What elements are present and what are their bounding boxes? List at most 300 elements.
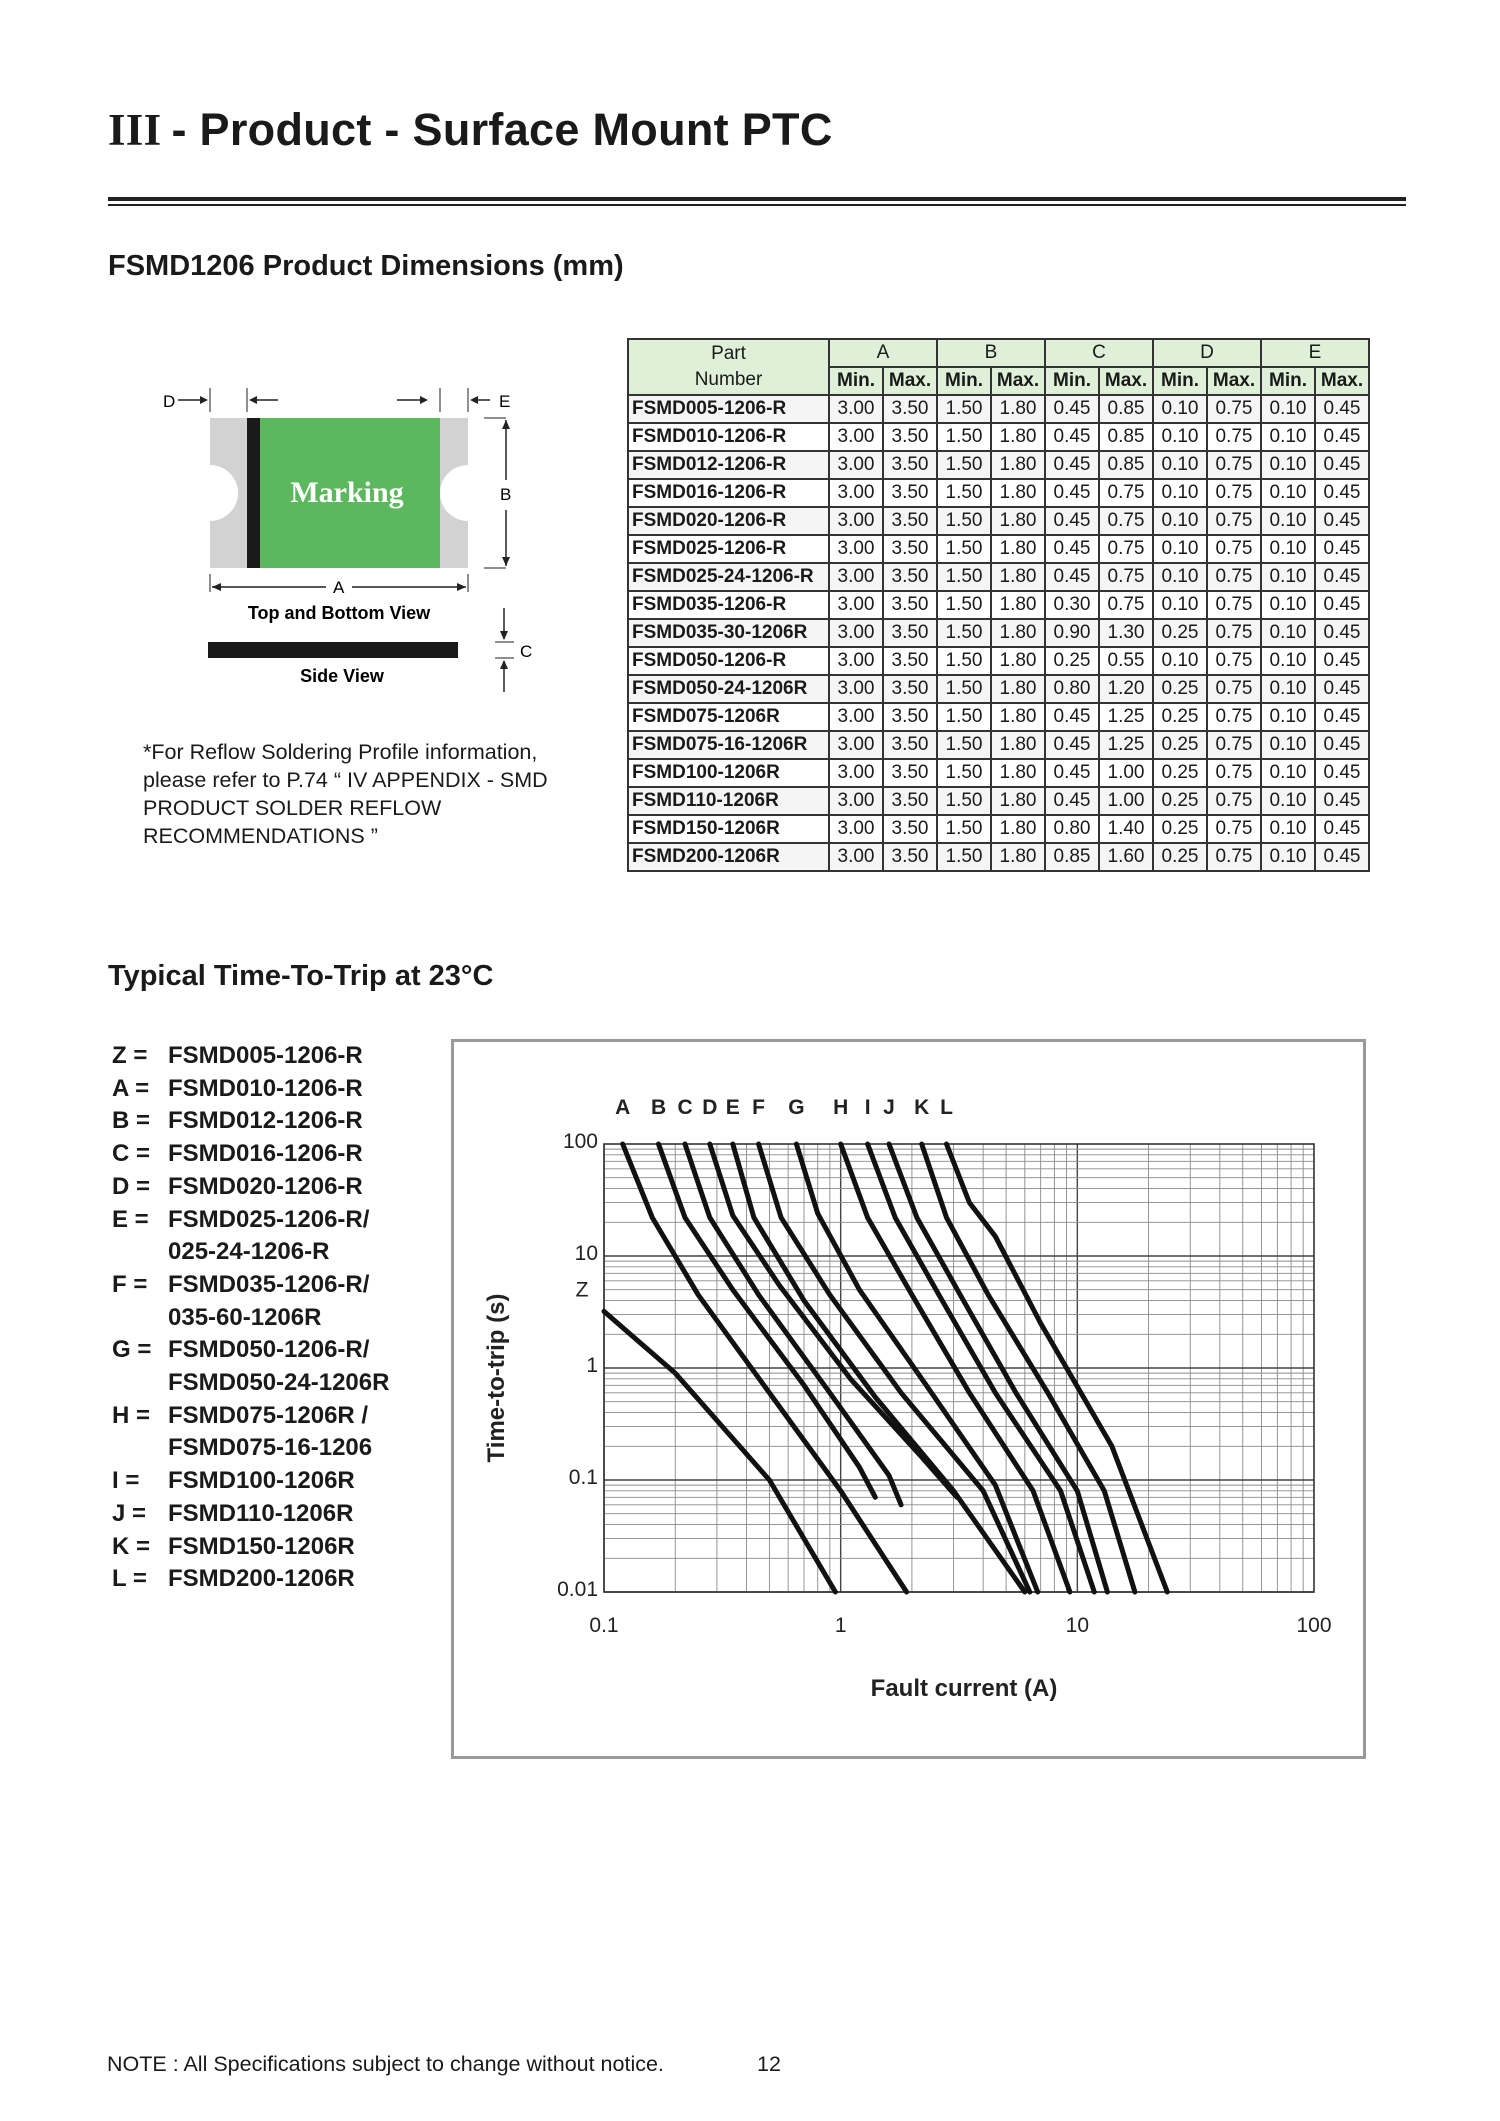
legend-item	[112, 1138, 389, 1171]
y-tick-label: 1	[586, 1354, 598, 1377]
table-row	[628, 647, 1369, 675]
dimension-value-cell: 3.50	[883, 759, 937, 787]
dimension-value-cell: 0.75	[1207, 619, 1261, 647]
side-view-body	[208, 642, 458, 658]
dimension-value-cell: 0.45	[1045, 395, 1099, 423]
dimension-value-cell: 3.00	[829, 507, 883, 535]
part-number-cell: FSMD035-30-1206R	[628, 619, 829, 647]
legend-key: Z =	[112, 1042, 148, 1069]
dimension-value-cell: 0.30	[1045, 591, 1099, 619]
table-row	[628, 731, 1369, 759]
dimension-value-cell: 1.00	[1099, 759, 1153, 787]
dimension-value-cell: 0.90	[1045, 619, 1099, 647]
dimension-value-cell: 0.10	[1261, 451, 1315, 479]
dimension-value-cell: 0.45	[1045, 703, 1099, 731]
curve-label-l: L	[940, 1096, 953, 1119]
curve-label-e: E	[725, 1096, 740, 1119]
dimension-value-cell: 1.50	[937, 423, 991, 451]
dimension-value-cell: 0.75	[1207, 843, 1261, 871]
x-tick-label: 10	[1065, 1614, 1090, 1637]
legend-part-number: FSMD025-1206-R/	[168, 1205, 370, 1233]
dimension-value-cell: 0.75	[1099, 479, 1153, 507]
y-axis-label: Time-to-trip (s)	[483, 1293, 510, 1463]
page-title-text: - Product - Surface Mount PTC	[171, 104, 833, 155]
table-row	[628, 843, 1369, 871]
dimension-value-cell: 0.45	[1315, 759, 1369, 787]
legend-part-number: FSMD020-1206-R	[168, 1172, 363, 1200]
component-dimension-drawing	[140, 380, 560, 700]
dimension-value-cell: 0.80	[1045, 815, 1099, 843]
legend-part-number: FSMD075-16-1206	[168, 1434, 373, 1462]
dimension-value-cell: 3.00	[829, 647, 883, 675]
dimension-value-cell: 1.50	[937, 451, 991, 479]
dimension-value-cell: 0.45	[1315, 815, 1369, 843]
dimensions-table-body	[628, 395, 1369, 871]
part-number-cell: FSMD075-1206R	[628, 703, 829, 731]
dimension-value-cell: 1.80	[991, 563, 1045, 591]
dimension-value-cell: 1.80	[991, 591, 1045, 619]
dimension-value-cell: 3.00	[829, 395, 883, 423]
legend-item	[112, 1563, 389, 1596]
dimension-value-cell: 3.00	[829, 703, 883, 731]
dimension-value-cell: 0.55	[1099, 647, 1153, 675]
x-tick-label: 0.1	[589, 1614, 619, 1637]
dimension-value-cell: 3.50	[883, 479, 937, 507]
max-header: Max.	[1099, 367, 1153, 395]
dimension-value-cell: 1.80	[991, 451, 1045, 479]
table-row	[628, 815, 1369, 843]
legend-part-number: FSMD100-1206R	[168, 1467, 355, 1495]
part-number-cell: FSMD075-16-1206R	[628, 731, 829, 759]
column-group-c: C	[1045, 339, 1153, 367]
dimension-value-cell: 0.10	[1261, 423, 1315, 451]
legend-part-number: FSMD200-1206R	[168, 1565, 355, 1593]
legend-item	[112, 1269, 389, 1302]
dimension-value-cell: 0.45	[1315, 703, 1369, 731]
curve-label-a: A	[615, 1096, 631, 1119]
dimension-value-cell: 1.80	[991, 479, 1045, 507]
dimension-value-cell: 1.50	[937, 591, 991, 619]
dimension-value-cell: 1.50	[937, 647, 991, 675]
dimension-value-cell: 0.10	[1261, 675, 1315, 703]
dimension-value-cell: 3.50	[883, 675, 937, 703]
part-header-line: Part	[711, 343, 746, 364]
table-row	[628, 703, 1369, 731]
dimension-value-cell: 1.50	[937, 479, 991, 507]
time-to-trip-chart	[454, 1042, 1363, 1756]
dimension-value-cell: 3.00	[829, 591, 883, 619]
dimension-value-cell: 0.10	[1261, 731, 1315, 759]
dimension-value-cell: 0.75	[1099, 535, 1153, 563]
dimension-value-cell: 1.80	[991, 843, 1045, 871]
legend-key: E =	[112, 1205, 149, 1233]
dimension-value-cell: 1.80	[991, 759, 1045, 787]
part-number-cell: FSMD025-1206-R	[628, 535, 829, 563]
curve-label-f: F	[752, 1096, 766, 1119]
dimension-value-cell: 0.10	[1153, 395, 1207, 423]
dimension-value-cell: 0.25	[1153, 731, 1207, 759]
dimension-value-cell: 1.80	[991, 731, 1045, 759]
dimension-value-cell: 3.50	[883, 731, 937, 759]
dimension-value-cell: 0.25	[1045, 647, 1099, 675]
part-number-cell: FSMD110-1206R	[628, 787, 829, 815]
part-number-header	[628, 339, 829, 395]
dimension-value-cell: 1.60	[1099, 843, 1153, 871]
legend-item	[112, 1432, 389, 1465]
dimension-value-cell: 0.75	[1207, 731, 1261, 759]
reflow-note-line: PRODUCT SOLDER REFLOW	[143, 796, 442, 820]
header-rule-thin	[108, 204, 1406, 206]
curve-label-h: H	[833, 1096, 849, 1119]
dimension-value-cell: 0.25	[1153, 759, 1207, 787]
dimension-value-cell: 3.50	[883, 843, 937, 871]
dimension-value-cell: 1.80	[991, 703, 1045, 731]
dimension-value-cell: 0.75	[1207, 703, 1261, 731]
dimension-value-cell: 0.45	[1045, 563, 1099, 591]
part-number-cell: FSMD020-1206-R	[628, 507, 829, 535]
dimension-value-cell: 0.75	[1099, 563, 1153, 591]
curve-label-d: D	[702, 1096, 718, 1119]
legend-item	[112, 1204, 389, 1237]
legend-part-number: FSMD150-1206R	[168, 1532, 355, 1560]
legend-part-number: FSMD035-1206-R/	[168, 1270, 370, 1298]
legend-key: K =	[112, 1532, 151, 1560]
dimension-value-cell: 1.50	[937, 815, 991, 843]
legend-key: D =	[112, 1172, 151, 1200]
dimension-b-label: B	[500, 485, 512, 504]
legend-part-number: FSMD110-1206R	[168, 1499, 354, 1527]
dimension-value-cell: 0.45	[1315, 479, 1369, 507]
legend-part-number: FSMD050-1206-R/	[168, 1336, 370, 1364]
dimension-value-cell: 0.45	[1045, 787, 1099, 815]
dimension-value-cell: 0.10	[1153, 423, 1207, 451]
dimension-value-cell: 3.00	[829, 759, 883, 787]
dimension-value-cell: 0.45	[1045, 535, 1099, 563]
dimension-value-cell: 0.10	[1261, 591, 1315, 619]
dimension-value-cell: 1.50	[937, 787, 991, 815]
dimension-value-cell: 0.10	[1261, 619, 1315, 647]
side-view-caption: Side View	[300, 666, 384, 686]
table-row	[628, 451, 1369, 479]
max-header: Max.	[991, 367, 1045, 395]
legend-key: I =	[112, 1467, 140, 1495]
dimension-value-cell: 0.10	[1261, 815, 1315, 843]
legend-item	[112, 1236, 389, 1269]
part-number-cell: FSMD150-1206R	[628, 815, 829, 843]
dimension-value-cell: 0.45	[1315, 843, 1369, 871]
dimension-value-cell: 3.50	[883, 507, 937, 535]
dimension-value-cell: 1.50	[937, 703, 991, 731]
dimension-value-cell: 1.25	[1099, 731, 1153, 759]
table-header-row	[628, 339, 1369, 367]
dimension-value-cell: 0.75	[1207, 423, 1261, 451]
dimension-value-cell: 0.45	[1315, 591, 1369, 619]
dimension-value-cell: 0.45	[1315, 395, 1369, 423]
legend-key	[112, 1432, 168, 1465]
dimension-value-cell: 3.00	[829, 619, 883, 647]
dimension-value-cell: 1.50	[937, 619, 991, 647]
dimension-value-cell: 0.75	[1207, 563, 1261, 591]
dimension-value-cell: 0.10	[1261, 843, 1315, 871]
y-tick-label: 10	[574, 1242, 598, 1265]
dimension-value-cell: 0.75	[1207, 535, 1261, 563]
dimension-value-cell: 0.75	[1099, 507, 1153, 535]
reflow-note-line: RECOMMENDATIONS ”	[143, 824, 378, 848]
dimension-value-cell: 1.00	[1099, 787, 1153, 815]
dimension-value-cell: 0.25	[1153, 787, 1207, 815]
dimension-a-label: A	[333, 578, 345, 597]
curve-label-k: K	[914, 1096, 930, 1119]
dimension-value-cell: 0.75	[1207, 759, 1261, 787]
legend-key: L =	[112, 1565, 147, 1593]
dimension-value-cell: 3.00	[829, 423, 883, 451]
dimension-value-cell: 3.00	[829, 451, 883, 479]
dimension-value-cell: 0.45	[1315, 619, 1369, 647]
legend-item	[112, 1334, 389, 1367]
legend-key: C =	[112, 1140, 151, 1168]
table-row	[628, 535, 1369, 563]
legend-item	[112, 1302, 389, 1335]
dimension-value-cell: 0.85	[1045, 843, 1099, 871]
part-number-cell: FSMD050-1206-R	[628, 647, 829, 675]
legend-key	[112, 1236, 168, 1269]
legend-key: J =	[112, 1499, 147, 1527]
dimension-value-cell: 3.00	[829, 815, 883, 843]
trip-section-title: Typical Time-To-Trip at 23°C	[108, 960, 494, 992]
table-row	[628, 423, 1369, 451]
dimension-value-cell: 3.50	[883, 815, 937, 843]
dimension-value-cell: 1.80	[991, 787, 1045, 815]
dimension-value-cell: 0.25	[1153, 619, 1207, 647]
section-roman-numeral: III	[108, 105, 162, 155]
dimension-value-cell: 0.75	[1207, 787, 1261, 815]
dimension-value-cell: 0.75	[1207, 815, 1261, 843]
dimension-value-cell: 0.45	[1315, 535, 1369, 563]
chart-frame	[451, 1039, 1366, 1759]
dimension-value-cell: 1.40	[1099, 815, 1153, 843]
dimension-value-cell: 1.50	[937, 759, 991, 787]
part-number-cell: FSMD005-1206-R	[628, 395, 829, 423]
min-header: Min.	[937, 367, 991, 395]
dimension-c-label: C	[520, 642, 533, 661]
legend-item	[112, 1367, 389, 1400]
legend-item	[112, 1465, 389, 1498]
column-group-b: B	[937, 339, 1045, 367]
reflow-note-line: *For Reflow Soldering Profile information,	[143, 740, 538, 764]
table-row	[628, 675, 1369, 703]
dimension-value-cell: 0.25	[1153, 815, 1207, 843]
dimension-value-cell: 3.00	[829, 843, 883, 871]
dimension-value-cell: 0.45	[1315, 507, 1369, 535]
legend-key: A =	[112, 1074, 150, 1102]
page-number: 12	[757, 2052, 781, 2076]
dimension-value-cell: 3.50	[883, 787, 937, 815]
dimension-value-cell: 0.80	[1045, 675, 1099, 703]
dimension-value-cell: 0.45	[1045, 759, 1099, 787]
min-header: Min.	[1045, 367, 1099, 395]
legend-key: B =	[112, 1107, 151, 1135]
dimension-value-cell: 0.45	[1045, 423, 1099, 451]
dimension-value-cell: 0.45	[1045, 479, 1099, 507]
x-tick-label: 100	[1296, 1614, 1332, 1637]
legend-part-number: 025-24-1206-R	[168, 1238, 330, 1266]
part-number-cell: FSMD035-1206-R	[628, 591, 829, 619]
part-number-cell: FSMD016-1206-R	[628, 479, 829, 507]
curve-label-j: J	[883, 1096, 895, 1119]
reflow-note-line: please refer to P.74 “ IV APPENDIX - SMD	[143, 768, 548, 792]
curve-label-i: I	[864, 1096, 871, 1119]
curve-legend	[112, 1040, 389, 1596]
dimension-value-cell: 0.10	[1261, 787, 1315, 815]
dimension-value-cell: 1.80	[991, 395, 1045, 423]
dimension-value-cell: 3.50	[883, 535, 937, 563]
curve-label-b: B	[650, 1096, 667, 1119]
min-header: Min.	[1153, 367, 1207, 395]
dimension-value-cell: 0.10	[1153, 647, 1207, 675]
marking-text: Marking	[290, 476, 404, 509]
table-row	[628, 479, 1369, 507]
header-rule-thick	[108, 197, 1406, 201]
dimension-value-cell: 0.10	[1261, 563, 1315, 591]
legend-item	[112, 1171, 389, 1204]
table-row	[628, 591, 1369, 619]
dimension-value-cell: 0.25	[1153, 703, 1207, 731]
dimension-value-cell: 0.10	[1153, 451, 1207, 479]
dimension-value-cell: 3.00	[829, 479, 883, 507]
legend-item	[112, 1073, 389, 1106]
dimension-value-cell: 0.75	[1207, 591, 1261, 619]
dimension-value-cell: 0.25	[1153, 675, 1207, 703]
dimension-e-label: E	[499, 392, 511, 411]
curve-label-c: C	[677, 1096, 693, 1119]
dimension-value-cell: 0.45	[1315, 675, 1369, 703]
legend-part-number: FSMD016-1206-R	[168, 1140, 363, 1168]
dimension-value-cell: 1.50	[937, 843, 991, 871]
dimension-value-cell: 3.50	[883, 423, 937, 451]
legend-key: H =	[112, 1401, 151, 1429]
dimension-value-cell: 1.50	[937, 563, 991, 591]
part-number-cell: FSMD100-1206R	[628, 759, 829, 787]
dimension-d-label: D	[163, 392, 176, 411]
legend-item	[112, 1498, 389, 1531]
dimension-value-cell: 0.45	[1315, 787, 1369, 815]
table-row	[628, 759, 1369, 787]
dimension-value-cell: 0.85	[1099, 451, 1153, 479]
dimension-value-cell: 0.45	[1315, 647, 1369, 675]
legend-part-number: FSMD005-1206-R	[168, 1042, 363, 1069]
min-header: Min.	[829, 367, 883, 395]
legend-item	[112, 1040, 389, 1073]
dimension-value-cell: 0.45	[1045, 451, 1099, 479]
legend-item	[112, 1105, 389, 1138]
dimension-value-cell: 0.75	[1207, 395, 1261, 423]
dimension-value-cell: 0.85	[1099, 395, 1153, 423]
dimension-value-cell: 0.75	[1207, 647, 1261, 675]
dimension-value-cell: 1.80	[991, 535, 1045, 563]
legend-key: F =	[112, 1270, 148, 1298]
part-header-line: Number	[694, 369, 763, 390]
dimension-value-cell: 3.00	[829, 563, 883, 591]
legend-part-number: FSMD050-24-1206R	[168, 1369, 390, 1397]
dimension-value-cell: 3.50	[883, 647, 937, 675]
legend-part-number: FSMD010-1206-R	[168, 1074, 363, 1102]
dimensions-table	[627, 338, 1370, 872]
legend-key: G =	[112, 1336, 152, 1364]
dimension-value-cell: 0.45	[1315, 731, 1369, 759]
dimension-value-cell: 0.25	[1153, 843, 1207, 871]
dimension-value-cell: 3.50	[883, 591, 937, 619]
dimension-value-cell: 3.00	[829, 787, 883, 815]
legend-item	[112, 1400, 389, 1433]
dimension-value-cell: 0.10	[1261, 395, 1315, 423]
x-tick-label: 1	[834, 1614, 847, 1637]
dimension-value-cell: 3.50	[883, 703, 937, 731]
dimension-value-cell: 1.30	[1099, 619, 1153, 647]
dimension-value-cell: 3.00	[829, 731, 883, 759]
page-title	[108, 104, 833, 156]
dimension-value-cell: 1.25	[1099, 703, 1153, 731]
curve-label-z: Z	[575, 1278, 589, 1302]
dimension-value-cell: 3.50	[883, 563, 937, 591]
legend-part-number: 035-60-1206R	[168, 1303, 322, 1331]
dimension-value-cell: 1.80	[991, 507, 1045, 535]
dimension-value-cell: 0.45	[1045, 507, 1099, 535]
y-tick-label: 100	[562, 1130, 598, 1153]
max-header: Max.	[1207, 367, 1261, 395]
part-number-cell: FSMD012-1206-R	[628, 451, 829, 479]
legend-key	[112, 1302, 168, 1335]
dimension-value-cell: 0.10	[1153, 591, 1207, 619]
table-row	[628, 507, 1369, 535]
reflow-soldering-note	[143, 738, 593, 850]
table-row	[628, 395, 1369, 423]
dimension-value-cell: 1.80	[991, 815, 1045, 843]
dimension-value-cell: 0.75	[1207, 507, 1261, 535]
x-axis-label: Fault current (A)	[870, 1675, 1058, 1702]
max-header: Max.	[1315, 367, 1369, 395]
curve-label-g: G	[788, 1096, 805, 1119]
top-bottom-view-caption: Top and Bottom View	[247, 603, 431, 623]
dimension-value-cell: 3.00	[829, 675, 883, 703]
dimension-value-cell: 1.80	[991, 423, 1045, 451]
dimension-value-cell: 0.45	[1315, 423, 1369, 451]
column-group-e: E	[1261, 339, 1369, 367]
dimension-value-cell: 0.10	[1261, 479, 1315, 507]
column-group-a: A	[829, 339, 937, 367]
part-number-cell: FSMD025-24-1206-R	[628, 563, 829, 591]
y-tick-label: 0.1	[568, 1466, 598, 1489]
dimension-value-cell: 1.80	[991, 647, 1045, 675]
dimension-value-cell: 1.50	[937, 395, 991, 423]
dimension-value-cell: 0.10	[1153, 535, 1207, 563]
dimension-value-cell: 0.10	[1261, 507, 1315, 535]
dimension-value-cell: 0.75	[1099, 591, 1153, 619]
dimension-value-cell: 0.10	[1261, 535, 1315, 563]
dimension-value-cell: 0.45	[1315, 563, 1369, 591]
min-header: Min.	[1261, 367, 1315, 395]
dimension-value-cell: 0.10	[1261, 647, 1315, 675]
dimension-value-cell: 3.50	[883, 451, 937, 479]
dimension-value-cell: 1.50	[937, 507, 991, 535]
part-number-cell: FSMD050-24-1206R	[628, 675, 829, 703]
dimension-value-cell: 3.50	[883, 619, 937, 647]
dimension-value-cell: 0.75	[1207, 675, 1261, 703]
dimension-value-cell: 3.00	[829, 535, 883, 563]
dimension-value-cell: 0.45	[1045, 731, 1099, 759]
dimension-value-cell: 1.20	[1099, 675, 1153, 703]
footer-note: NOTE : All Specifications subject to change without notice.	[107, 2052, 664, 2076]
table-row	[628, 563, 1369, 591]
